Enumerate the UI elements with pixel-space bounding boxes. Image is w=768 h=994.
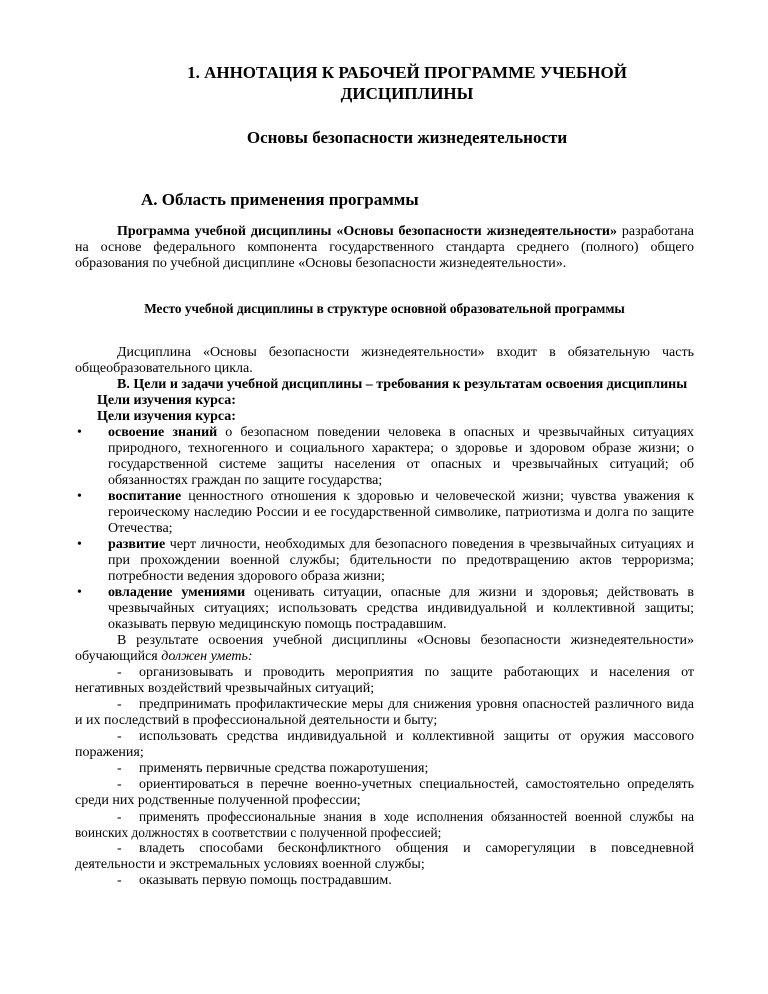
discipline-paragraph: Дисциплина «Основы безопасности жизнедеятельности» входит в обязательную часть общеобразовательного цикла. [75,345,694,376]
section-a-heading: А. Область применения программы [141,190,419,209]
skill-item [75,841,694,873]
dash-icon: - [117,729,122,744]
program-paragraph [75,224,694,272]
bullet-bold: освоение знаний [108,425,218,440]
bullet-text: оценивать ситуации, опасные для жизни и здоровья; действовать в чрезвычайных ситуациях; использовать средства индивидуальной и коллективной защиты; оказывать первую медицинскую помощь пострадавшим. [108,585,694,632]
bullet-text: черт личности, необходимых для безопасного поведения в чрезвычайных ситуациях и при прохождении военной службы; бдительности по предотвращению актов терроризма; потребности ведения здорового образа жизни; [108,537,694,584]
skill-item [75,729,694,761]
title-line-2: ДИСЦИПЛИНЫ [340,84,474,103]
program-rest-text: разработана на основе федерального компонента государственного стандарта среднего (полного) общего образования по учебной дисциплине «Основы безопасности жизнедеятельности». [75,224,694,271]
section-b-heading: В. Цели и задачи учебной дисциплины – требования к результатам освоения дисциплины [117,377,688,392]
list-item [75,425,694,489]
subject-title: Основы безопасности жизнедеятельности [246,128,568,147]
bullet-bold: овладение умениями [108,585,246,600]
dash-icon: - [117,697,122,712]
bullet-text: ценностного отношения к здоровью и человеческой жизни; чувства уважения к героическому наследию России и ее государственной символике, патриотизма и долга по защите Отечества; [108,489,694,536]
bullet-bold: развитие [108,537,166,552]
skill-item [75,697,694,729]
bullet-icon: • [77,537,82,552]
list-item [75,489,694,537]
dash-icon: - [117,665,122,680]
skill-text: применять профессиональные знания в ходе исполнения обязанностей военной службы на воинских должностях в соответствии с полученной профессией; [75,809,694,840]
program-bold-text: Программа учебной дисциплины «Основы безопасности жизнедеятельности» [117,224,617,239]
dash-icon: - [117,761,122,776]
bullet-text: о безопасном поведении человека в опасных и чрезвычайных ситуациях природного, техногенного и социального характера; о здоровье и здоровом образе жизни; о государственной системе защиты населения от опасных и чрезвычайных ситуаций; об обязанностях граждан по защите государства; [108,425,694,488]
skill-item [75,873,694,889]
skill-item [75,665,694,697]
list-item [75,585,694,633]
place-heading: Место учебной дисциплины в структуре основной образовательной программы [144,301,625,316]
document-content [75,62,694,889]
goals-list [75,425,694,633]
goals-label-1: Цели изучения курса: [97,393,236,408]
skill-text: применять первичные средства пожаротушения; [139,761,429,776]
title-line-1: 1. АННОТАЦИЯ К РАБОЧЕЙ ПРОГРАММЕ УЧЕБНОЙ [187,63,627,82]
dash-icon: - [117,777,122,792]
skill-text: владеть способами бесконфликтного общения и саморегуляции в повседневной деятельности и экстремальных условиях военной службы; [75,841,694,872]
skill-item [75,761,694,777]
dash-icon: - [117,841,122,856]
skill-text: предпринимать профилактические меры для снижения уровня опасностей различного вида и их последствий в профессиональной деятельности и быту; [75,697,694,728]
result-text: В результате освоения учебной дисциплины «Основы безопасности жизнедеятельности» обучающийся [75,633,694,664]
skill-item [75,809,694,841]
dash-icon: - [117,873,122,888]
result-italic: должен уметь: [161,649,253,664]
skill-text: ориентироваться в перечне военно-учетных специальностей, самостоятельно определять среди них родственные полученной профессии; [75,777,694,808]
document-title [75,62,694,104]
bullet-icon: • [77,425,82,440]
list-item [75,537,694,585]
skill-item [75,777,694,809]
goals-label-2: Цели изучения курса: [97,409,236,424]
result-paragraph [75,633,694,665]
skill-text: организовывать и проводить мероприятия по защите работающих и населения от негативных воздействий чрезвычайных ситуаций; [75,665,694,696]
dash-icon: - [117,809,122,824]
skill-text: оказывать первую помощь пострадавшим. [139,873,392,888]
bullet-icon: • [77,585,82,600]
bullet-icon: • [77,489,82,504]
skill-text: использовать средства индивидуальной и коллективной защиты от оружия массового поражения; [75,729,694,760]
bullet-bold: воспитание [108,489,182,504]
